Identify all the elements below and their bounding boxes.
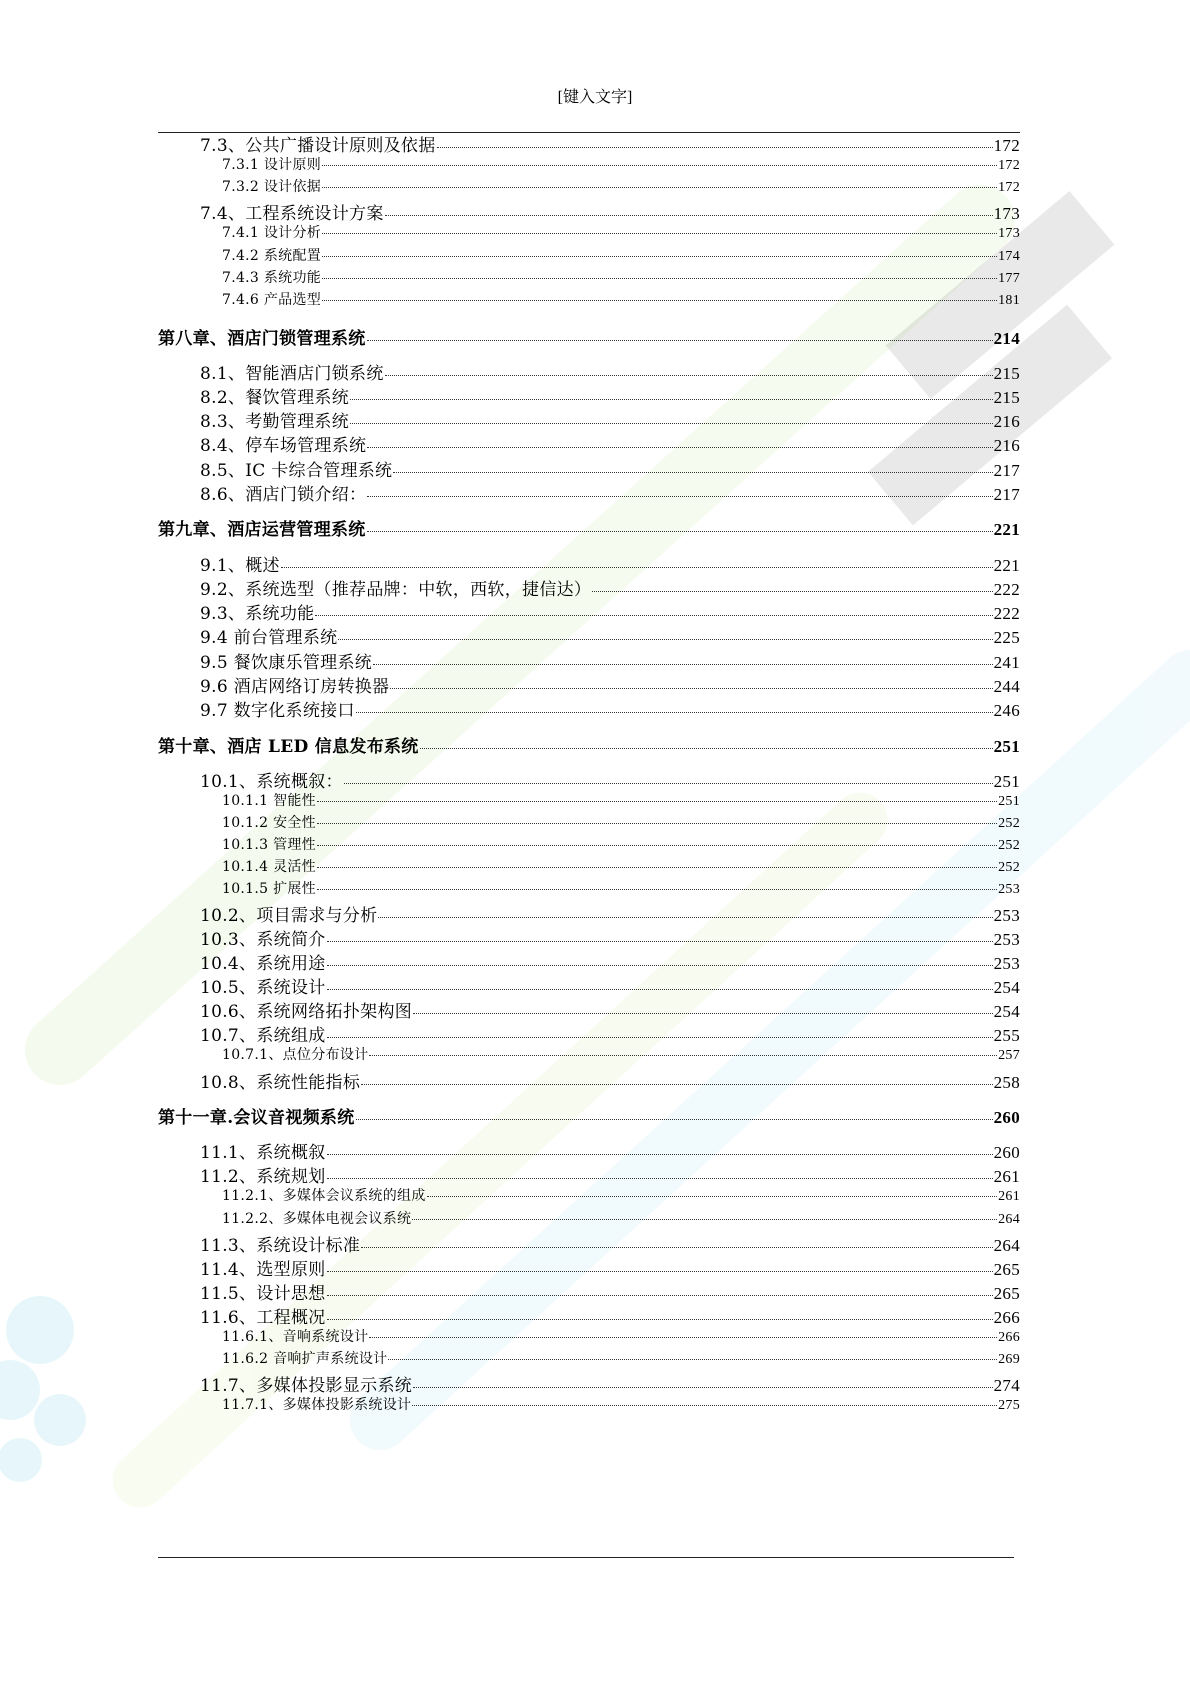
toc-page-number: 216 — [993, 436, 1020, 455]
toc-page-number: 274 — [993, 1376, 1020, 1395]
toc-leader-dots — [322, 173, 997, 188]
toc-entry-label: 10.1.2 安全性 — [222, 815, 316, 831]
toc-leader-dots — [385, 198, 993, 216]
toc-leader-dots — [367, 479, 992, 497]
toc-entry-label: 11.2.1、多媒体会议系统的组成 — [222, 1188, 426, 1204]
toc-page-number: 181 — [998, 293, 1020, 308]
toc-leader-dots — [592, 574, 992, 592]
toc-page-number: 266 — [993, 1308, 1020, 1327]
toc-leader-dots — [322, 151, 997, 166]
toc-page-number: 177 — [998, 271, 1020, 286]
toc-entry-label: 9.5 餐饮康乐管理系统 — [200, 653, 373, 673]
toc-leader-dots — [393, 455, 992, 473]
toc-leader-dots — [412, 1391, 997, 1406]
toc-entry-label: 11.7.1、多媒体投影系统设计 — [222, 1397, 412, 1413]
toc-entry-label: 8.3、考勤管理系统 — [200, 412, 350, 432]
toc-section[interactable] — [158, 1255, 1020, 1280]
toc-section[interactable] — [158, 456, 1020, 481]
toc-page-number: 265 — [993, 1284, 1020, 1303]
toc-page-number: 246 — [993, 701, 1020, 720]
footer-divider — [158, 1557, 1014, 1558]
toc-section[interactable] — [158, 1068, 1020, 1093]
toc-entry-label: 7.3、公共广播设计原则及依据 — [200, 136, 436, 156]
toc-entry-label: 10.1.4 灵活性 — [222, 859, 316, 875]
toc-page-number: 253 — [998, 882, 1020, 897]
toc-leader-dots — [361, 1230, 992, 1248]
toc-page-number: 260 — [993, 1108, 1020, 1127]
toc-page-number: 264 — [993, 1236, 1020, 1255]
toc-leader-dots — [412, 1205, 997, 1220]
toc-section[interactable] — [158, 480, 1020, 505]
toc-page-number: 172 — [993, 136, 1020, 155]
toc-leader-dots — [317, 831, 997, 846]
toc-entry-label: 第十章、酒店 LED 信息发布系统 — [158, 737, 419, 757]
toc-leader-dots — [315, 598, 992, 616]
toc-page-number: 214 — [993, 329, 1020, 348]
toc-leader-dots — [356, 1102, 993, 1120]
toc-subsection[interactable] — [158, 1044, 1020, 1064]
toc-page-number: 173 — [993, 204, 1020, 223]
toc-page-number: 252 — [998, 816, 1020, 831]
toc-chapter[interactable] — [158, 732, 1020, 757]
toc-page-number: 264 — [998, 1212, 1020, 1227]
toc-subsection[interactable] — [158, 1208, 1020, 1228]
toc-entry-label: 8.5、IC 卡综合管理系统 — [200, 461, 393, 481]
toc-subsection[interactable] — [158, 1394, 1020, 1414]
toc-leader-dots — [367, 430, 992, 448]
toc-entry-label: 10.1.5 扩展性 — [222, 881, 316, 897]
toc-subsection[interactable] — [158, 267, 1020, 287]
toc-entry-label: 8.2、餐饮管理系统 — [200, 388, 350, 408]
toc-leader-dots — [322, 286, 997, 301]
toc-leader-dots — [413, 1370, 993, 1388]
toc-leader-dots — [317, 787, 997, 802]
toc-leader-dots — [327, 1020, 993, 1038]
toc-entry-label: 11.3、系统设计标准 — [200, 1236, 361, 1256]
toc-page-number: 217 — [993, 485, 1020, 504]
toc-subsection[interactable] — [158, 812, 1020, 832]
toc-subsection[interactable] — [158, 176, 1020, 196]
toc-entry-label: 7.4.2 系统配置 — [222, 248, 322, 264]
toc-leader-dots — [361, 1067, 992, 1085]
toc-section[interactable] — [158, 1138, 1020, 1163]
toc-entry-label: 11.2.2、多媒体电视会议系统 — [222, 1211, 412, 1227]
toc-subsection[interactable] — [158, 154, 1020, 174]
toc-subsection[interactable] — [158, 222, 1020, 242]
toc-entry-label: 11.6、工程概况 — [200, 1308, 326, 1328]
toc-entry-label: 8.1、智能酒店门锁系统 — [200, 364, 384, 384]
toc-entry-label: 10.6、系统网络拓扑架构图 — [200, 1002, 413, 1022]
toc-section[interactable] — [158, 599, 1020, 624]
toc-leader-dots — [322, 219, 997, 234]
toc-entry-label: 11.2、系统规划 — [200, 1167, 326, 1187]
toc-leader-dots — [385, 358, 993, 376]
toc-leader-dots — [281, 550, 993, 568]
toc-subsection[interactable] — [158, 245, 1020, 265]
toc-page-number: 261 — [998, 1189, 1020, 1204]
toc-page-number: 255 — [993, 1026, 1020, 1045]
toc-entry-label: 7.3.1 设计原则 — [222, 157, 322, 173]
toc-entry-label: 第八章、酒店门锁管理系统 — [158, 329, 366, 349]
toc-leader-dots — [327, 1254, 993, 1272]
toc-section[interactable] — [158, 1231, 1020, 1256]
toc-leader-dots — [327, 1302, 993, 1320]
toc-leader-dots — [327, 972, 993, 990]
toc-entry-label: 10.8、系统性能指标 — [200, 1073, 361, 1093]
toc-page-number: 254 — [993, 1002, 1020, 1021]
toc-entry-label: 7.4、工程系统设计方案 — [200, 204, 384, 224]
toc-subsection[interactable] — [158, 1348, 1020, 1368]
toc-leader-dots — [327, 948, 993, 966]
toc-page-number: 253 — [993, 954, 1020, 973]
toc-leader-dots — [437, 130, 993, 148]
toc-subsection[interactable] — [158, 289, 1020, 309]
toc-leader-dots — [367, 323, 993, 341]
toc-entry-label: 11.1、系统概叙 — [200, 1143, 326, 1163]
toc-section[interactable] — [158, 383, 1020, 408]
toc-leader-dots — [388, 1345, 997, 1360]
toc-leader-dots — [390, 671, 992, 689]
toc-page-number: 257 — [998, 1048, 1020, 1063]
toc-page-number: 251 — [998, 794, 1020, 809]
toc-leader-dots — [427, 1182, 997, 1197]
toc-entry-label: 10.3、系统简介 — [200, 930, 326, 950]
toc-section[interactable] — [158, 407, 1020, 432]
toc-leader-dots — [369, 1041, 997, 1056]
toc-entry-label: 7.3.2 设计依据 — [222, 179, 322, 195]
toc-section[interactable] — [158, 1279, 1020, 1304]
toc-page-number: 222 — [993, 604, 1020, 623]
toc-page-number: 217 — [993, 461, 1020, 480]
toc-entry-label: 9.1、概述 — [200, 556, 280, 576]
toc-entry-label: 10.7.1、点位分布设计 — [222, 1047, 369, 1063]
toc-page-number: 260 — [993, 1143, 1020, 1162]
toc-entry-label: 10.1.1 智能性 — [222, 793, 316, 809]
toc-page-number: 265 — [993, 1260, 1020, 1279]
toc-entry-label: 第十一章.会议音视频系统 — [158, 1108, 355, 1128]
toc-leader-dots — [317, 853, 997, 868]
toc-page-number: 172 — [998, 180, 1020, 195]
toc-subsection[interactable] — [158, 1185, 1020, 1205]
toc-entry-label: 11.6.1、音响系统设计 — [222, 1329, 369, 1345]
toc-entry-label: 第九章、酒店运营管理系统 — [158, 520, 366, 540]
toc-leader-dots — [356, 695, 993, 713]
toc-leader-dots — [317, 875, 997, 890]
toc-entry-label: 11.4、选型原则 — [200, 1260, 326, 1280]
toc-page-number: 258 — [993, 1073, 1020, 1092]
toc-page-number: 215 — [993, 364, 1020, 383]
toc-page-number: 215 — [993, 388, 1020, 407]
toc-entry-label: 7.4.3 系统功能 — [222, 270, 322, 286]
toc-page-number: 275 — [998, 1398, 1020, 1413]
toc-page-number: 173 — [998, 226, 1020, 241]
toc-page-number: 253 — [993, 930, 1020, 949]
toc-entry-label: 10.7、系统组成 — [200, 1026, 326, 1046]
toc-leader-dots — [327, 1278, 993, 1296]
toc-entry-label: 9.6 酒店网络订房转换器 — [200, 677, 390, 697]
toc-section[interactable] — [158, 925, 1020, 950]
table-of-contents — [158, 0, 1020, 1684]
toc-entry-label: 9.4 前台管理系统 — [200, 628, 338, 648]
toc-section[interactable] — [158, 901, 1020, 926]
toc-leader-dots — [367, 514, 993, 532]
toc-page-number: 261 — [993, 1167, 1020, 1186]
toc-section[interactable] — [158, 648, 1020, 673]
toc-entry-label: 8.6、酒店门锁介绍： — [200, 485, 367, 505]
toc-entry-label: 10.4、系统用途 — [200, 954, 326, 974]
toc-entry-label: 10.2、项目需求与分析 — [200, 906, 378, 926]
toc-page-number: 225 — [993, 628, 1020, 647]
toc-leader-dots — [338, 622, 992, 640]
toc-entry-label: 7.4.1 设计分析 — [222, 225, 322, 241]
toc-page-number: 266 — [998, 1330, 1020, 1345]
toc-leader-dots — [369, 1323, 997, 1338]
toc-leader-dots — [322, 242, 997, 257]
toc-section[interactable] — [158, 973, 1020, 998]
toc-subsection[interactable] — [158, 1326, 1020, 1346]
toc-entry-label: 8.4、停车场管理系统 — [200, 436, 367, 456]
toc-chapter[interactable] — [158, 515, 1020, 540]
toc-section[interactable] — [158, 696, 1020, 721]
toc-page-number: 251 — [993, 772, 1020, 791]
toc-subsection[interactable] — [158, 878, 1020, 898]
toc-page-number: 254 — [993, 978, 1020, 997]
toc-leader-dots — [327, 924, 993, 942]
page-header: [键入文字] — [557, 89, 633, 106]
toc-section[interactable] — [158, 551, 1020, 576]
toc-subsection[interactable] — [158, 856, 1020, 876]
toc-leader-dots — [350, 406, 993, 424]
toc-page-number: 216 — [993, 412, 1020, 431]
toc-section[interactable] — [158, 949, 1020, 974]
toc-entry-label: 7.4.6 产品选型 — [222, 292, 322, 308]
toc-section[interactable] — [158, 997, 1020, 1022]
toc-leader-dots — [322, 264, 997, 279]
toc-entry-label: 10.1.3 管理性 — [222, 837, 316, 853]
toc-leader-dots — [420, 731, 993, 749]
toc-leader-dots — [350, 382, 993, 400]
toc-chapter[interactable] — [158, 1103, 1020, 1128]
toc-page-number: 253 — [993, 906, 1020, 925]
toc-page-number: 221 — [993, 556, 1020, 575]
toc-page-number: 252 — [998, 838, 1020, 853]
toc-page-number: 241 — [993, 653, 1020, 672]
toc-page-number: 244 — [993, 677, 1020, 696]
toc-entry-label: 9.2、系统选型（推荐品牌：中软，西软，捷信达） — [200, 580, 592, 600]
toc-section[interactable] — [158, 623, 1020, 648]
toc-entry-label: 11.7、多媒体投影显示系统 — [200, 1376, 413, 1396]
toc-page-number: 174 — [998, 249, 1020, 264]
toc-leader-dots — [413, 996, 993, 1014]
toc-entry-label: 9.3、系统功能 — [200, 604, 315, 624]
toc-entry-label: 10.5、系统设计 — [200, 978, 326, 998]
toc-leader-dots — [327, 1137, 993, 1155]
toc-subsection[interactable] — [158, 790, 1020, 810]
toc-leader-dots — [344, 766, 993, 784]
toc-entry-label: 10.1、系统概叙： — [200, 772, 343, 792]
toc-page-number: 269 — [998, 1352, 1020, 1367]
toc-entry-label: 11.6.2 音响扩声系统设计 — [222, 1351, 388, 1367]
toc-entry-label: 9.7 数字化系统接口 — [200, 701, 355, 721]
toc-entry-label: 11.5、设计思想 — [200, 1284, 326, 1304]
toc-section[interactable] — [158, 672, 1020, 697]
toc-page-number: 251 — [993, 737, 1020, 756]
toc-page-number: 172 — [998, 158, 1020, 173]
toc-leader-dots — [378, 900, 992, 918]
toc-subsection[interactable] — [158, 834, 1020, 854]
toc-section[interactable] — [158, 431, 1020, 456]
toc-leader-dots — [327, 1161, 993, 1179]
toc-section[interactable] — [158, 359, 1020, 384]
toc-page-number: 252 — [998, 860, 1020, 875]
toc-leader-dots — [317, 809, 997, 824]
toc-page-number: 221 — [993, 520, 1020, 539]
toc-leader-dots — [373, 647, 993, 665]
toc-section[interactable] — [158, 575, 1020, 600]
toc-chapter[interactable] — [158, 324, 1020, 349]
toc-page-number: 222 — [993, 580, 1020, 599]
